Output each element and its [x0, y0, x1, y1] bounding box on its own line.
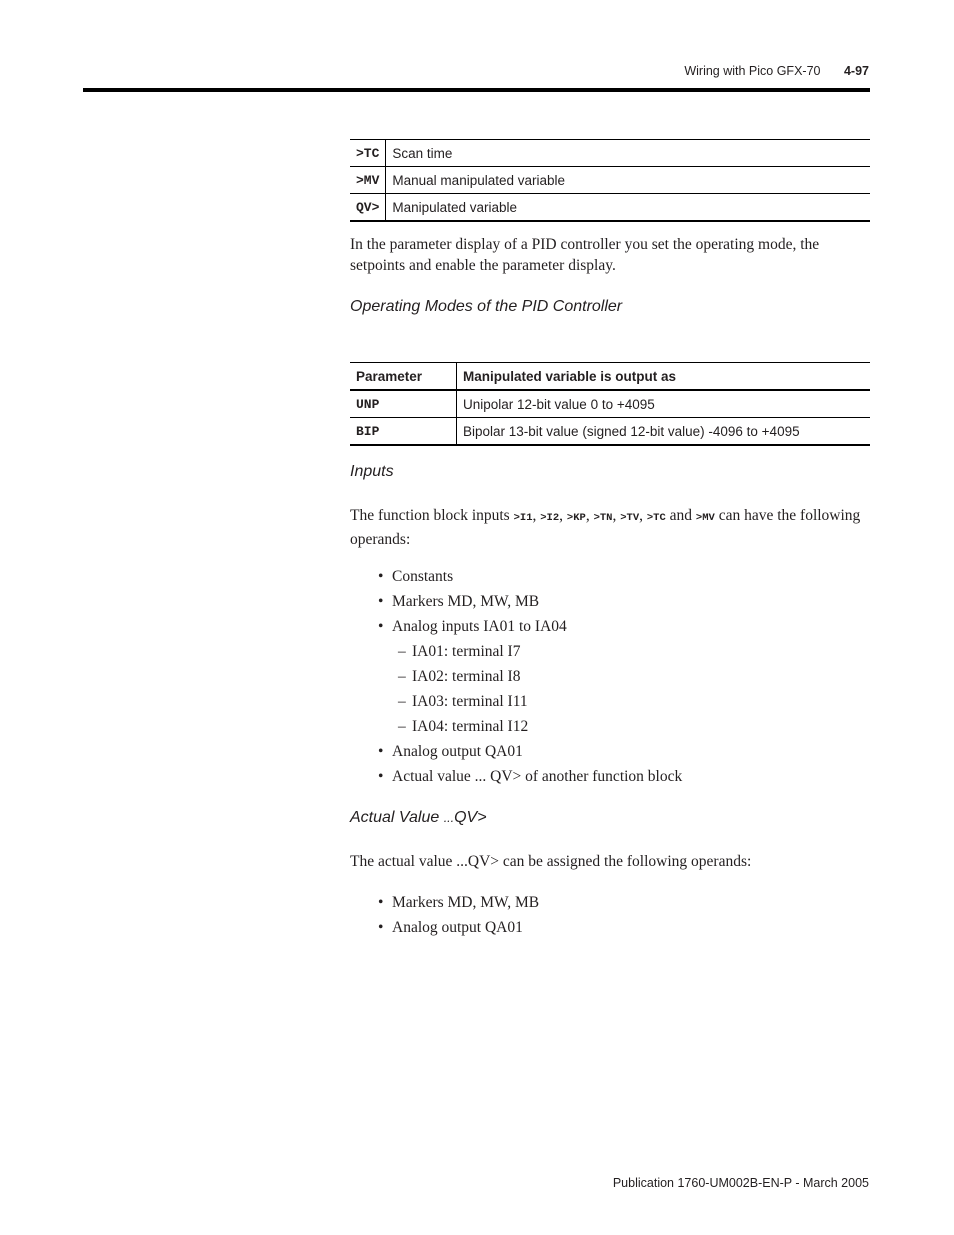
input-code: >KP: [566, 512, 586, 524]
list-item: [378, 714, 682, 739]
inputs-text-after: can have the following operands:: [350, 507, 861, 548]
page-number: 4-97: [843, 64, 869, 78]
table-cell-value: Manipulated variable: [386, 194, 870, 222]
dash-marker: –: [398, 668, 406, 685]
heading-inputs: Inputs: [350, 463, 394, 480]
table-cell-value: Scan time: [392, 145, 453, 161]
separator: ,: [612, 507, 621, 524]
list-item-text: Analog output QA01: [392, 919, 523, 936]
list-item: [378, 664, 682, 689]
bullet-marker: •: [378, 743, 384, 760]
header-title: Wiring with Pico GFX-70: [684, 64, 821, 78]
bullet-marker: •: [378, 894, 384, 911]
list-item-text: IA03: terminal I11: [412, 693, 528, 710]
input-code: >MV: [695, 512, 715, 524]
table-cell-key: >MV: [350, 167, 386, 194]
dash-marker: –: [398, 718, 406, 735]
list-item-text: Markers MD, MW, MB: [392, 593, 540, 610]
input-code: >TV: [620, 512, 640, 524]
table-cell-key: >TC: [350, 140, 386, 167]
list-item-text: IA02: terminal I8: [412, 668, 521, 685]
list-item-text: IA04: terminal I12: [412, 718, 529, 735]
table-row: [350, 167, 870, 194]
input-code: >I1: [513, 512, 533, 524]
list-item: [378, 915, 539, 940]
actual-value-paragraph: The actual value ...QV> can be assigned the following operands:: [350, 853, 752, 870]
operands-table: [350, 139, 870, 222]
list-item-text: Markers MD, MW, MB: [392, 894, 540, 911]
dash-marker: –: [398, 693, 406, 710]
list-item: [378, 890, 539, 915]
list-item: [378, 739, 682, 764]
table-header-row: [350, 363, 870, 391]
table-row: [350, 194, 870, 222]
bullet-marker: •: [378, 618, 384, 635]
list-item: [378, 589, 682, 614]
table-header-output: Manipulated variable is output as: [457, 363, 871, 391]
heading-actual-ellipsis: ...: [443, 811, 455, 825]
list-item: [378, 639, 682, 664]
table-cell-value: Unipolar 12-bit value 0 to +4095: [463, 396, 655, 412]
inputs-paragraph: [350, 505, 870, 550]
table-cell-key: BIP: [350, 418, 457, 446]
table-cell-key: UNP: [350, 390, 457, 418]
bullet-marker: •: [378, 919, 384, 936]
separator: ,: [559, 507, 567, 524]
heading-actual-main: Actual Value: [350, 809, 444, 826]
list-item: [378, 614, 682, 639]
separator: ,: [585, 507, 594, 524]
table-cell-key: QV>: [350, 194, 386, 222]
list-item: [378, 689, 682, 714]
table-row: [350, 418, 870, 446]
parameter-display-paragraph: In the parameter display of a PID controller you set the operating mode, the setpoints and enable the parameter display.: [350, 236, 820, 274]
list-item-text: Analog inputs IA01 to IA04: [392, 618, 567, 635]
list-item-text: IA01: terminal I7: [412, 643, 521, 660]
table-header-parameter: Parameter: [350, 363, 457, 391]
list-item-text: Constants: [392, 568, 454, 585]
input-code: >TN: [593, 512, 613, 524]
list-item-text: Actual value ... QV> of another function block: [392, 768, 683, 785]
list-item: [378, 564, 682, 589]
separator: ,: [639, 507, 647, 524]
input-code: >TC: [646, 512, 666, 524]
page-header: [684, 64, 869, 78]
bullet-marker: •: [378, 593, 384, 610]
table-cell-value: Manual manipulated variable: [386, 167, 870, 194]
bullet-marker: •: [378, 768, 384, 785]
inputs-text-before: The function block inputs: [350, 507, 514, 524]
bullet-marker: •: [378, 568, 384, 585]
dash-marker: –: [398, 643, 406, 660]
heading-operating-modes: Operating Modes of the PID Controller: [350, 298, 623, 315]
input-code: >I2: [540, 512, 560, 524]
list-item: [378, 764, 682, 789]
conjunction: and: [665, 507, 696, 524]
table-row: [350, 390, 870, 418]
page-footer: Publication 1760-UM002B-EN-P - March 2005: [612, 1176, 869, 1190]
table-row: [350, 140, 870, 167]
heading-actual-value: [350, 809, 487, 827]
operating-modes-table: [350, 362, 870, 446]
heading-actual-suffix: QV>: [454, 809, 487, 826]
list-item-text: Analog output QA01: [392, 743, 523, 760]
actual-operand-list: [378, 890, 539, 940]
separator: ,: [532, 507, 541, 524]
inputs-operand-list: [378, 564, 682, 789]
table-cell-value: Bipolar 13-bit value (signed 12-bit value) -4096 to +4095: [457, 418, 871, 446]
header-rule: [83, 88, 870, 92]
